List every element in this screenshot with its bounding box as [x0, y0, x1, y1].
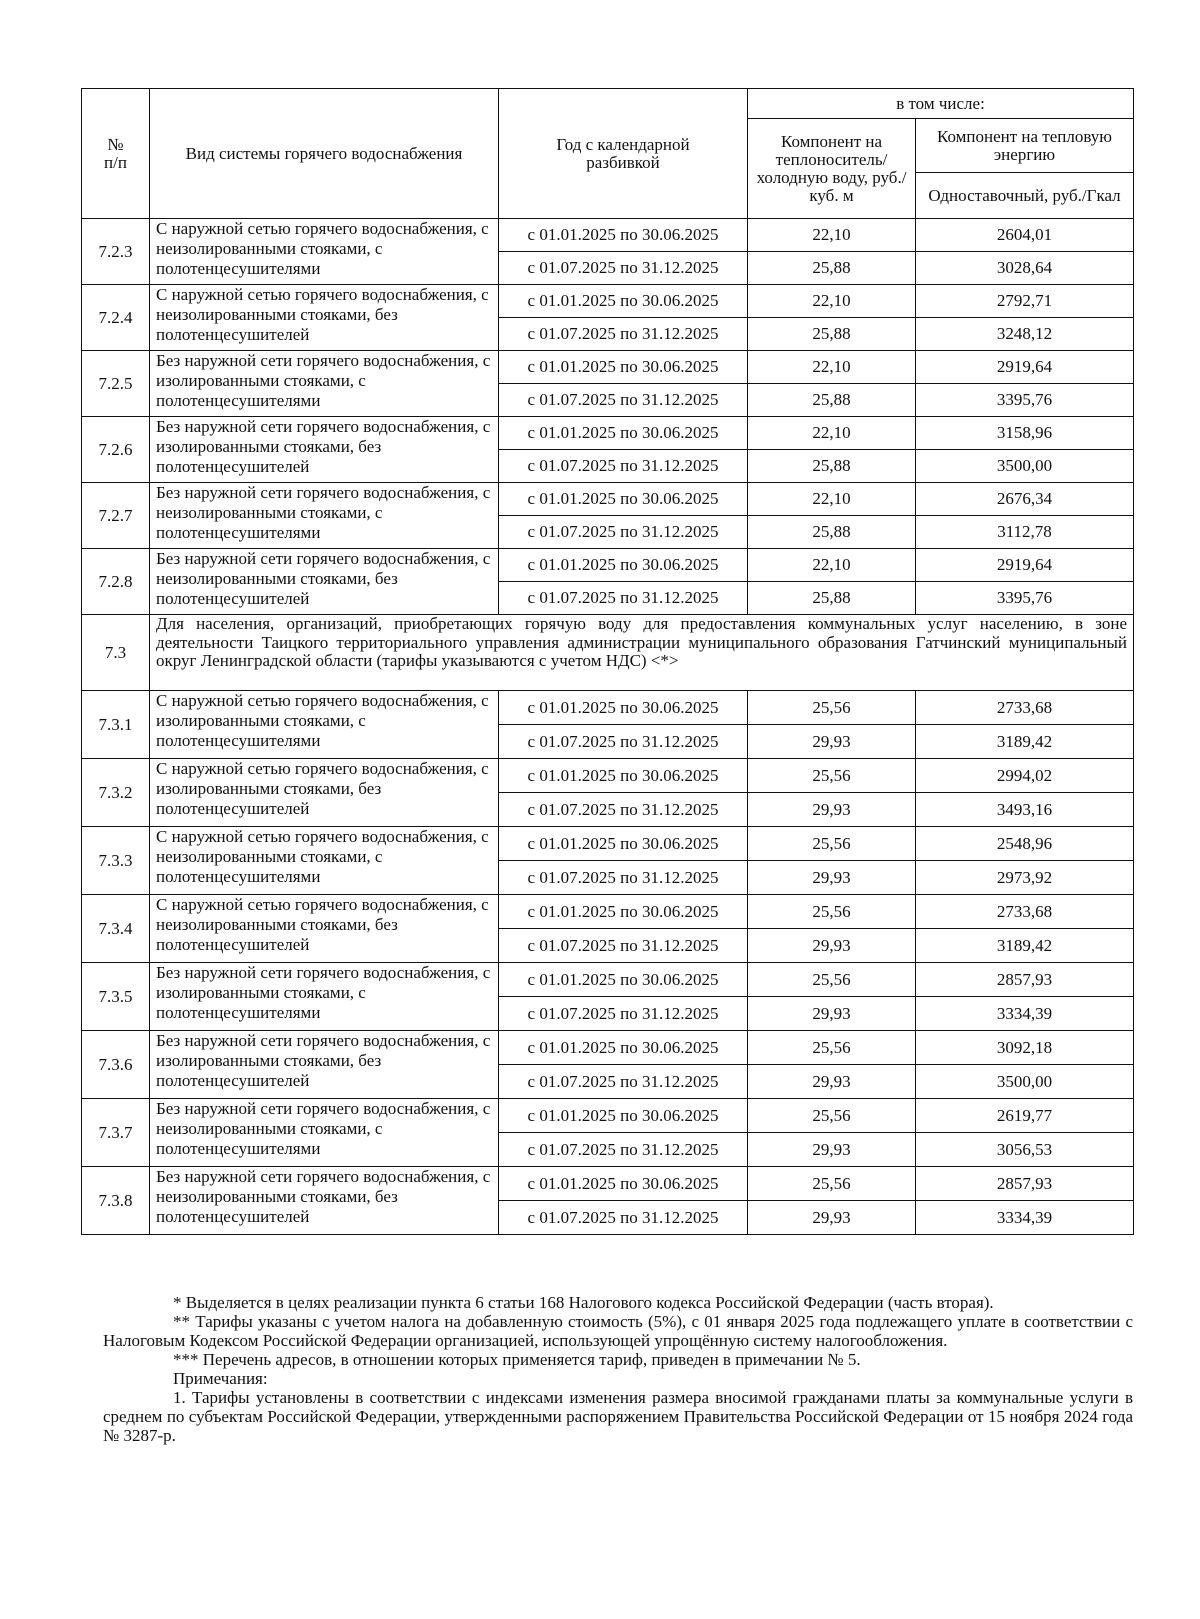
row-num: 7.2.6: [82, 417, 150, 483]
row-carrier-value: 22,10: [748, 351, 916, 384]
row-carrier-value: 25,56: [748, 895, 916, 929]
row-num: 7.3.3: [82, 827, 150, 895]
row-carrier-value: 25,88: [748, 450, 916, 483]
row-carrier-value: 22,10: [748, 483, 916, 516]
row-energy-value: 3158,96: [916, 417, 1134, 450]
row-description: С наружной сетью горячего водоснабжения, с неизолированными стояками, без полотенцесушителей: [150, 285, 499, 351]
row-energy-value: 3500,00: [916, 1065, 1134, 1099]
row-period: с 01.01.2025 по 30.06.2025: [499, 827, 748, 861]
table-row: [82, 219, 1134, 252]
row-energy-value: 3500,00: [916, 450, 1134, 483]
row-description: Без наружной сети горячего водоснабжения, с неизолированными стояками, без полотенцесушителей: [150, 1167, 499, 1235]
row-period: с 01.07.2025 по 31.12.2025: [499, 861, 748, 895]
note-asterisk-3: *** Перечень адресов, в отношении которых применяется тариф, приведен в примечании № 5.: [173, 1350, 861, 1369]
row-energy-value: 3395,76: [916, 582, 1134, 615]
row-period: с 01.01.2025 по 30.06.2025: [499, 895, 748, 929]
row-period: с 01.01.2025 по 30.06.2025: [499, 1031, 748, 1065]
row-description: С наружной сетью горячего водоснабжения, с изолированными стояками, без полотенцесушителей: [150, 759, 499, 827]
row-period: с 01.07.2025 по 31.12.2025: [499, 1201, 748, 1235]
row-carrier-value: 22,10: [748, 549, 916, 582]
row-energy-value: 2857,93: [916, 963, 1134, 997]
row-period: с 01.01.2025 по 30.06.2025: [499, 963, 748, 997]
row-description: С наружной сетью горячего водоснабжения, с неизолированными стояками, с полотенцесушителями: [150, 219, 499, 285]
row-period: с 01.07.2025 по 31.12.2025: [499, 582, 748, 615]
row-period: с 01.07.2025 по 31.12.2025: [499, 1133, 748, 1167]
row-period: с 01.01.2025 по 30.06.2025: [499, 1099, 748, 1133]
row-description: Без наружной сети горячего водоснабжения, с изолированными стояками, без полотенцесушителей: [150, 1031, 499, 1099]
row-carrier-value: 25,56: [748, 827, 916, 861]
row-description: С наружной сетью горячего водоснабжения, с неизолированными стояками, с полотенцесушителями: [150, 827, 499, 895]
row-num: 7.3.8: [82, 1167, 150, 1235]
row-carrier-value: 25,56: [748, 759, 916, 793]
row-carrier-value: 22,10: [748, 219, 916, 252]
row-num: 7.3.7: [82, 1099, 150, 1167]
header-num: № п/п: [82, 89, 150, 219]
note-1: 1. Тарифы установлены в соответствии с индексами изменения размера вносимой гражданами платы за коммунальные услуги в среднем по субъектам Российской Федерации, утвержденными распоряжением Правительства Российской Федерации от 15 ноября 2024 года № 3287-р.: [103, 1388, 1133, 1445]
row-energy-value: 2973,92: [916, 861, 1134, 895]
section-text: Для населения, организаций, приобретающих горячую воду для предоставления коммунальных услуг населению, в зоне деятельности Таицкого территориального управления администрации муниципального образования Гатчинский муниципальный округ Ленинградской области (тарифы указываются с учетом НДС) <*>: [150, 615, 1134, 691]
row-period: с 01.01.2025 по 30.06.2025: [499, 219, 748, 252]
header-single-rate: Одноставочный, руб./Гкал: [916, 173, 1134, 219]
table-row: [82, 1099, 1134, 1133]
header-including: в том числе:: [748, 89, 1134, 119]
row-period: с 01.07.2025 по 31.12.2025: [499, 1065, 748, 1099]
row-description: С наружной сетью горячего водоснабжения, с изолированными стояками, с полотенцесушителями: [150, 691, 499, 759]
row-energy-value: 2619,77: [916, 1099, 1134, 1133]
row-num: 7.3.1: [82, 691, 150, 759]
row-num: 7.2.7: [82, 483, 150, 549]
row-period: с 01.07.2025 по 31.12.2025: [499, 252, 748, 285]
row-period: с 01.07.2025 по 31.12.2025: [499, 793, 748, 827]
row-carrier-value: 25,56: [748, 1031, 916, 1065]
row-carrier-value: 25,88: [748, 582, 916, 615]
row-energy-value: 2919,64: [916, 549, 1134, 582]
table-row: [82, 351, 1134, 384]
row-period: с 01.01.2025 по 30.06.2025: [499, 285, 748, 318]
row-carrier-value: 25,88: [748, 318, 916, 351]
row-description: Без наружной сети горячего водоснабжения, с изолированными стояками, без полотенцесушителей: [150, 417, 499, 483]
row-energy-value: 3092,18: [916, 1031, 1134, 1065]
row-carrier-value: 29,93: [748, 793, 916, 827]
header-comp-carrier: Компонент на теплоноситель/ холодную воду, руб./куб. м: [748, 119, 916, 219]
section-num: 7.3: [82, 615, 150, 691]
notes-heading: Примечания:: [173, 1369, 268, 1388]
row-period: с 01.07.2025 по 31.12.2025: [499, 725, 748, 759]
row-energy-value: 3395,76: [916, 384, 1134, 417]
row-num: 7.2.5: [82, 351, 150, 417]
row-description: Без наружной сети горячего водоснабжения, с изолированными стояками, с полотенцесушителями: [150, 351, 499, 417]
row-energy-value: 2548,96: [916, 827, 1134, 861]
row-carrier-value: 22,10: [748, 285, 916, 318]
row-energy-value: 2733,68: [916, 895, 1134, 929]
table-row: [82, 691, 1134, 725]
row-carrier-value: 25,88: [748, 516, 916, 549]
table-row: [82, 285, 1134, 318]
row-carrier-value: 25,56: [748, 691, 916, 725]
row-energy-value: 2919,64: [916, 351, 1134, 384]
row-energy-value: 2857,93: [916, 1167, 1134, 1201]
row-description: Без наружной сети горячего водоснабжения, с неизолированными стояками, без полотенцесушителей: [150, 549, 499, 615]
tariff-body-7-3: [82, 691, 1134, 1235]
row-carrier-value: 25,56: [748, 963, 916, 997]
table-row: [82, 759, 1134, 793]
row-carrier-value: 29,93: [748, 1201, 916, 1235]
row-carrier-value: 25,88: [748, 384, 916, 417]
row-num: 7.3.6: [82, 1031, 150, 1099]
table-row: [82, 895, 1134, 929]
row-num: 7.2.3: [82, 219, 150, 285]
row-period: с 01.01.2025 по 30.06.2025: [499, 351, 748, 384]
row-num: 7.2.8: [82, 549, 150, 615]
row-description: С наружной сетью горячего водоснабжения, с неизолированными стояками, без полотенцесушителей: [150, 895, 499, 963]
row-period: с 01.07.2025 по 31.12.2025: [499, 318, 748, 351]
header-type: Вид системы горячего водоснабжения: [150, 89, 499, 219]
row-carrier-value: 25,56: [748, 1099, 916, 1133]
note-asterisk-2: ** Тарифы указаны с учетом налога на добавленную стоимость (5%), с 01 января 2025 года подлежащего уплате в соответствии с Налоговым Кодексом Российской Федерации организацией, использующей упрощённую систему налогообложения.: [103, 1312, 1133, 1350]
row-period: с 01.01.2025 по 30.06.2025: [499, 483, 748, 516]
row-period: с 01.01.2025 по 30.06.2025: [499, 417, 748, 450]
note-asterisk-1: * Выделяется в целях реализации пункта 6 статьи 168 Налогового кодекса Российской Федерации (часть вторая).: [173, 1293, 994, 1312]
row-energy-value: 3248,12: [916, 318, 1134, 351]
table-row: [82, 1167, 1134, 1201]
header-comp-energy: Компонент на тепловую энергию: [916, 119, 1134, 173]
row-energy-value: 2676,34: [916, 483, 1134, 516]
row-carrier-value: 25,88: [748, 252, 916, 285]
row-energy-value: 2733,68: [916, 691, 1134, 725]
table-row: [82, 1031, 1134, 1065]
row-energy-value: 3334,39: [916, 997, 1134, 1031]
row-num: 7.3.4: [82, 895, 150, 963]
table-row: [82, 549, 1134, 582]
row-energy-value: 3493,16: [916, 793, 1134, 827]
row-period: с 01.07.2025 по 31.12.2025: [499, 384, 748, 417]
row-period: с 01.07.2025 по 31.12.2025: [499, 516, 748, 549]
row-carrier-value: 29,93: [748, 725, 916, 759]
row-description: Без наружной сети горячего водоснабжения, с неизолированными стояками, с полотенцесушителями: [150, 1099, 499, 1167]
tariff-table: [81, 88, 1134, 1235]
row-carrier-value: 22,10: [748, 417, 916, 450]
row-period: с 01.01.2025 по 30.06.2025: [499, 549, 748, 582]
header-period: Год с календарной разбивкой: [499, 89, 748, 219]
row-carrier-value: 29,93: [748, 1133, 916, 1167]
row-description: Без наружной сети горячего водоснабжения, с изолированными стояками, с полотенцесушителями: [150, 963, 499, 1031]
table-row: [82, 483, 1134, 516]
notes: [103, 1293, 1133, 1445]
row-period: с 01.01.2025 по 30.06.2025: [499, 1167, 748, 1201]
row-energy-value: 2604,01: [916, 219, 1134, 252]
row-carrier-value: 25,56: [748, 1167, 916, 1201]
table-row: [82, 963, 1134, 997]
row-energy-value: 3189,42: [916, 725, 1134, 759]
row-period: с 01.01.2025 по 30.06.2025: [499, 759, 748, 793]
row-energy-value: 2994,02: [916, 759, 1134, 793]
row-num: 7.3.2: [82, 759, 150, 827]
row-carrier-value: 29,93: [748, 997, 916, 1031]
tariff-body-7-2: [82, 219, 1134, 615]
row-period: с 01.01.2025 по 30.06.2025: [499, 691, 748, 725]
row-energy-value: 3189,42: [916, 929, 1134, 963]
row-carrier-value: 29,93: [748, 929, 916, 963]
row-period: с 01.07.2025 по 31.12.2025: [499, 997, 748, 1031]
row-energy-value: 3112,78: [916, 516, 1134, 549]
row-description: Без наружной сети горячего водоснабжения, с неизолированными стояками, с полотенцесушителями: [150, 483, 499, 549]
row-carrier-value: 29,93: [748, 861, 916, 895]
row-period: с 01.07.2025 по 31.12.2025: [499, 929, 748, 963]
row-period: с 01.07.2025 по 31.12.2025: [499, 450, 748, 483]
row-energy-value: 3028,64: [916, 252, 1134, 285]
table-row: [82, 417, 1134, 450]
row-num: 7.3.5: [82, 963, 150, 1031]
tariff-section-7-3: [82, 615, 1134, 691]
row-energy-value: 2792,71: [916, 285, 1134, 318]
row-carrier-value: 29,93: [748, 1065, 916, 1099]
row-num: 7.2.4: [82, 285, 150, 351]
table-row: [82, 827, 1134, 861]
row-energy-value: 3056,53: [916, 1133, 1134, 1167]
row-energy-value: 3334,39: [916, 1201, 1134, 1235]
